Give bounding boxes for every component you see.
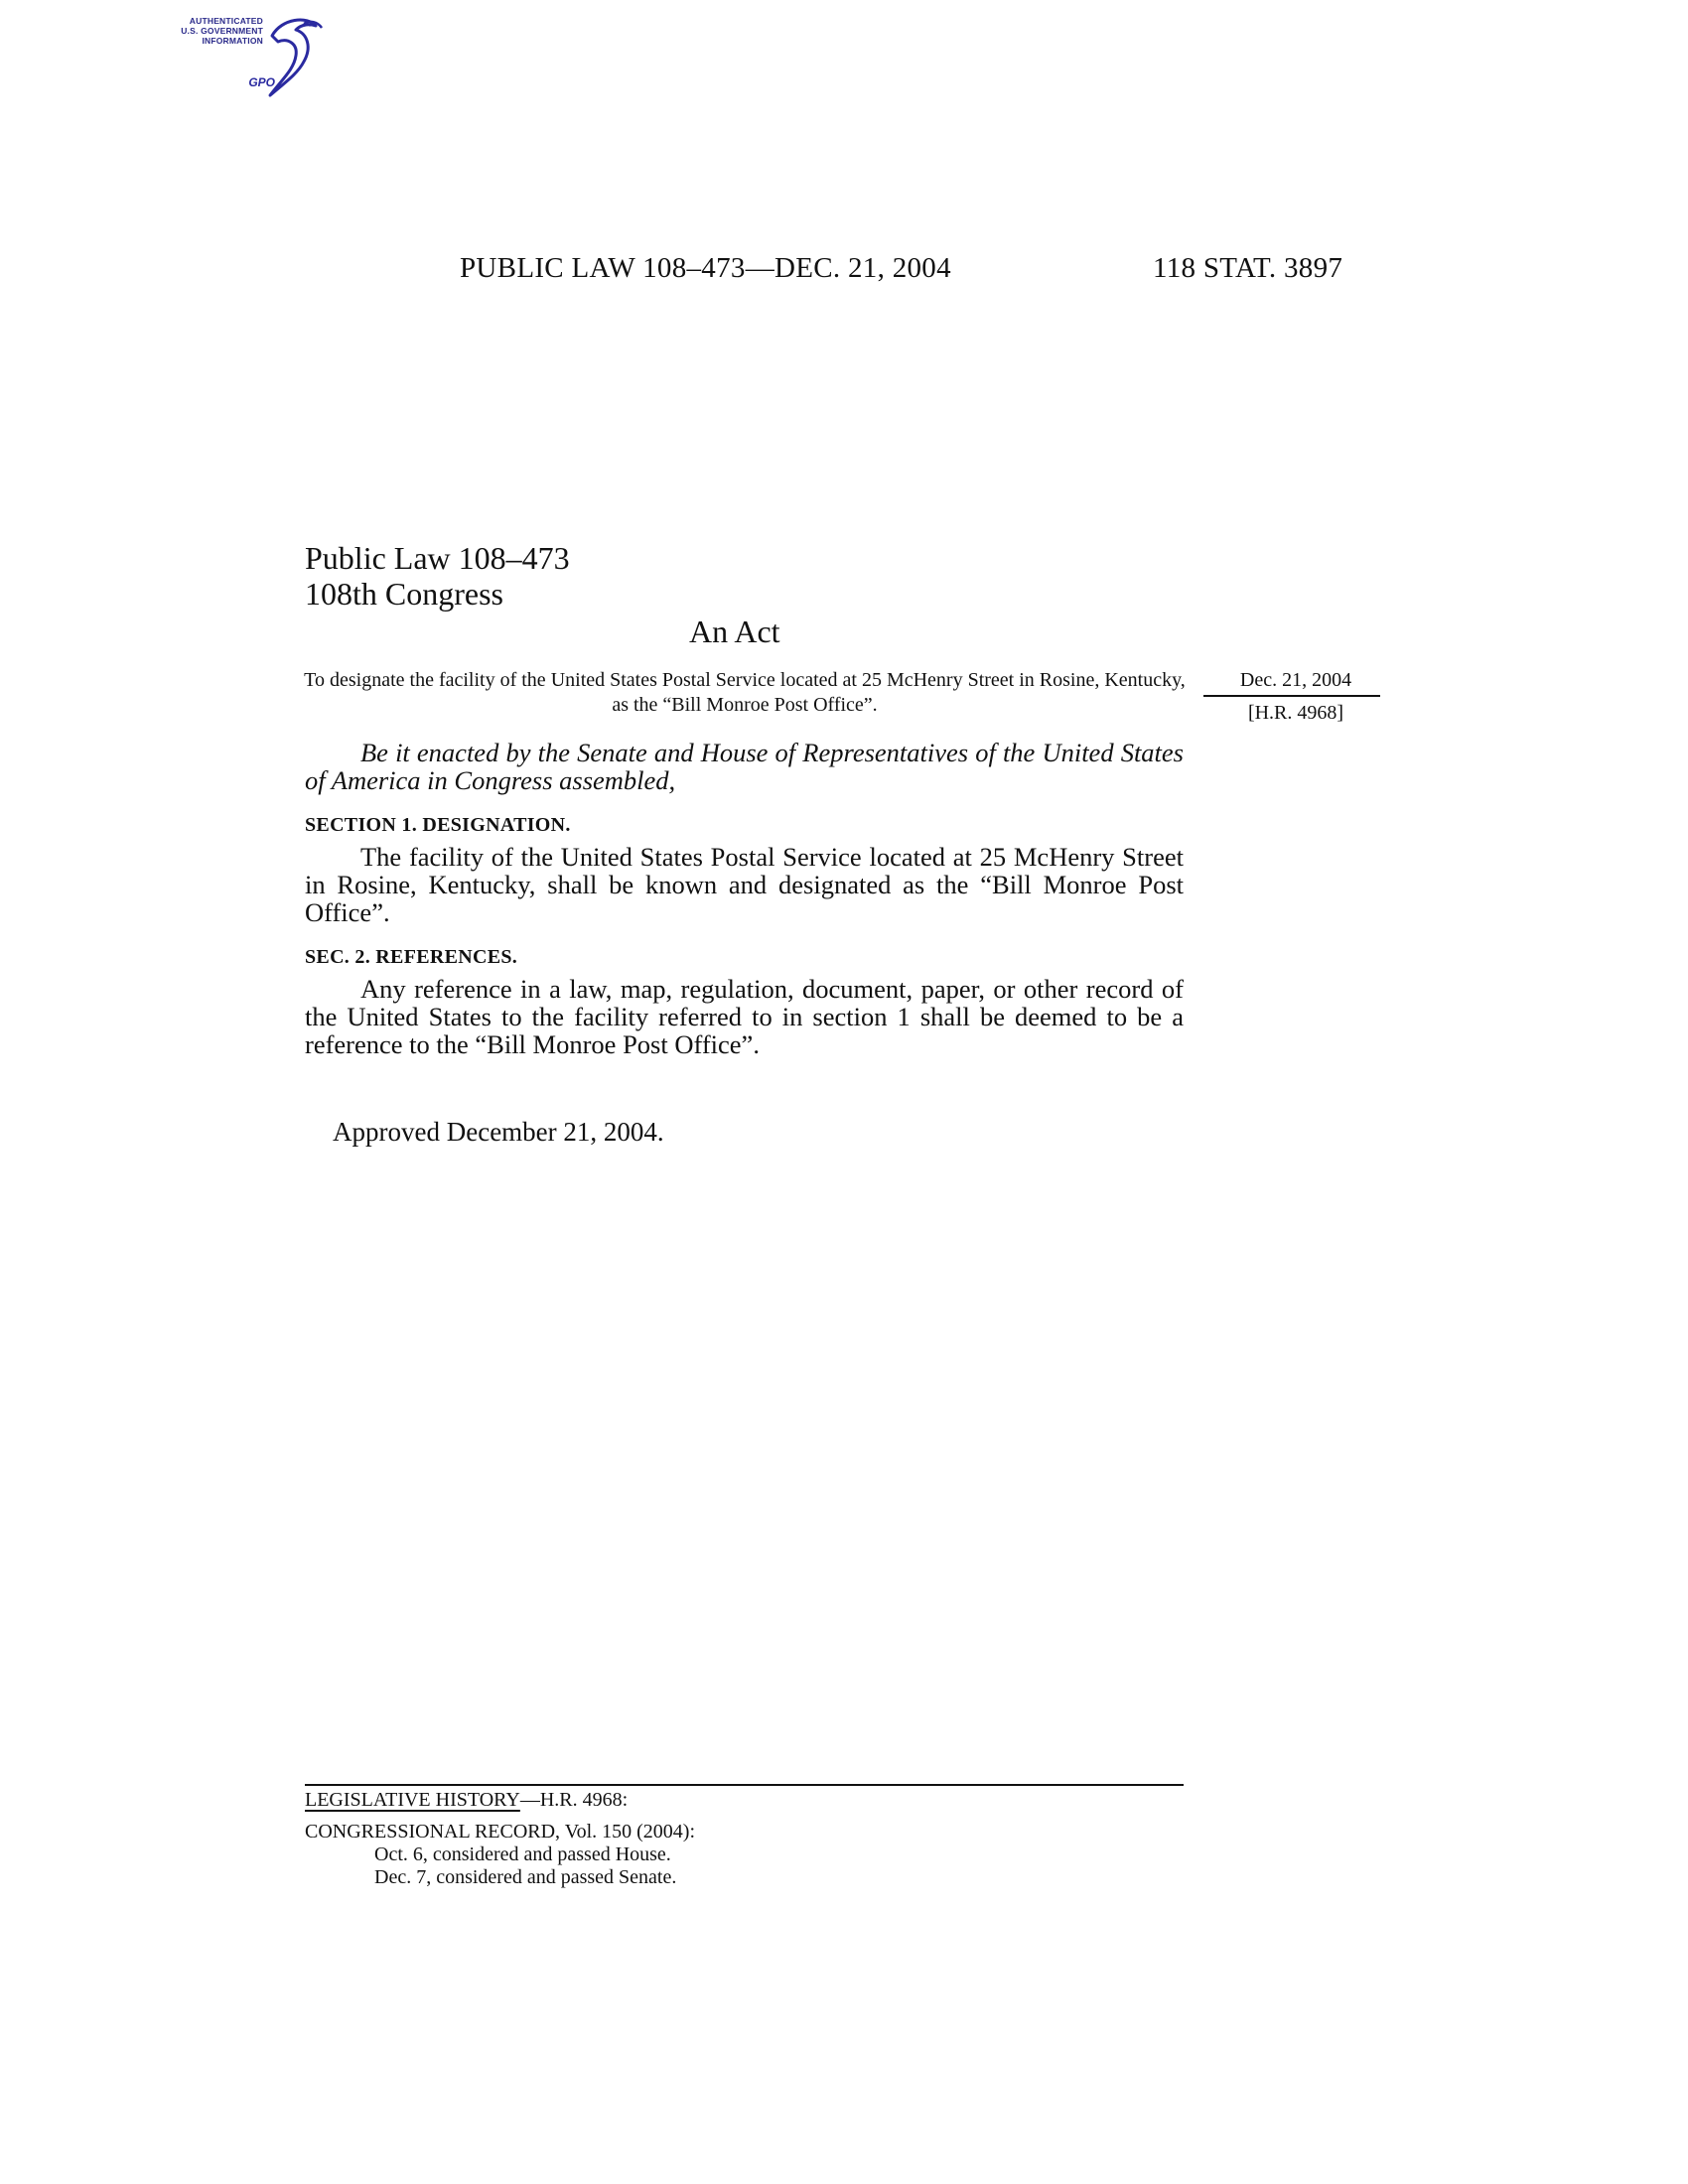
legislative-history-bill: —H.R. 4968: — [519, 1789, 629, 1811]
seal-text-line-1: AUTHENTICATED — [189, 16, 263, 26]
seal-gpo-text: GPO — [248, 75, 275, 89]
gpo-authentication-seal — [147, 14, 321, 99]
footnote-divider — [305, 1784, 1184, 1786]
congress-label: 108th Congress — [305, 576, 503, 612]
section-1-text: The facility of the United States Postal Service located at 25 McHenry Street in Rosine, Kentucky, shall be known and designated as the “Bill Monroe Post Office”. — [305, 842, 1184, 927]
seal-text-line-3: INFORMATION — [202, 36, 263, 46]
running-head: PUBLIC LAW 108–473—DEC. 21, 2004 — [460, 252, 951, 284]
statutes-page-number: 118 STAT. 3897 — [1153, 252, 1343, 284]
enacting-clause: Be it enacted by the Senate and House of Representatives of the United States of America in Congress assembled, — [305, 738, 1184, 795]
section-1-heading: SECTION 1. DESIGNATION. — [305, 814, 571, 836]
approval-date: Approved December 21, 2004. — [333, 1117, 664, 1147]
margin-note-date: Dec. 21, 2004 — [1239, 669, 1352, 691]
long-title: To designate the facility of the United States Postal Service located at 25 McHenry Street in Rosine, Kentucky, as the “Bill Monroe Post Office”. — [304, 669, 1186, 716]
section-2-text: Any reference in a law, map, regulation, document, paper, or other record of the United States to the facility referred to in section 1 shall be deemed to be a reference to the “Bill Monroe Post Office”. — [305, 974, 1184, 1059]
history-entry-senate: Dec. 7, considered and passed Senate. — [374, 1866, 677, 1888]
law-title: Public Law 108–473 — [305, 540, 570, 576]
margin-note-bill-number: [H.R. 4968] — [1247, 702, 1344, 724]
section-2-heading: SEC. 2. REFERENCES. — [305, 946, 518, 968]
legislative-history-heading — [305, 1788, 628, 1812]
legislative-history-label: LEGISLATIVE HISTORY — [305, 1789, 520, 1811]
history-entry-house: Oct. 6, considered and passed House. — [374, 1843, 671, 1865]
seal-text-line-2: U.S. GOVERNMENT — [181, 26, 263, 36]
margin-note-divider — [1203, 695, 1380, 697]
act-heading: An Act — [689, 614, 780, 649]
congressional-record-line: CONGRESSIONAL RECORD, Vol. 150 (2004): — [305, 1821, 695, 1843]
eagle-logo-icon — [264, 14, 324, 99]
